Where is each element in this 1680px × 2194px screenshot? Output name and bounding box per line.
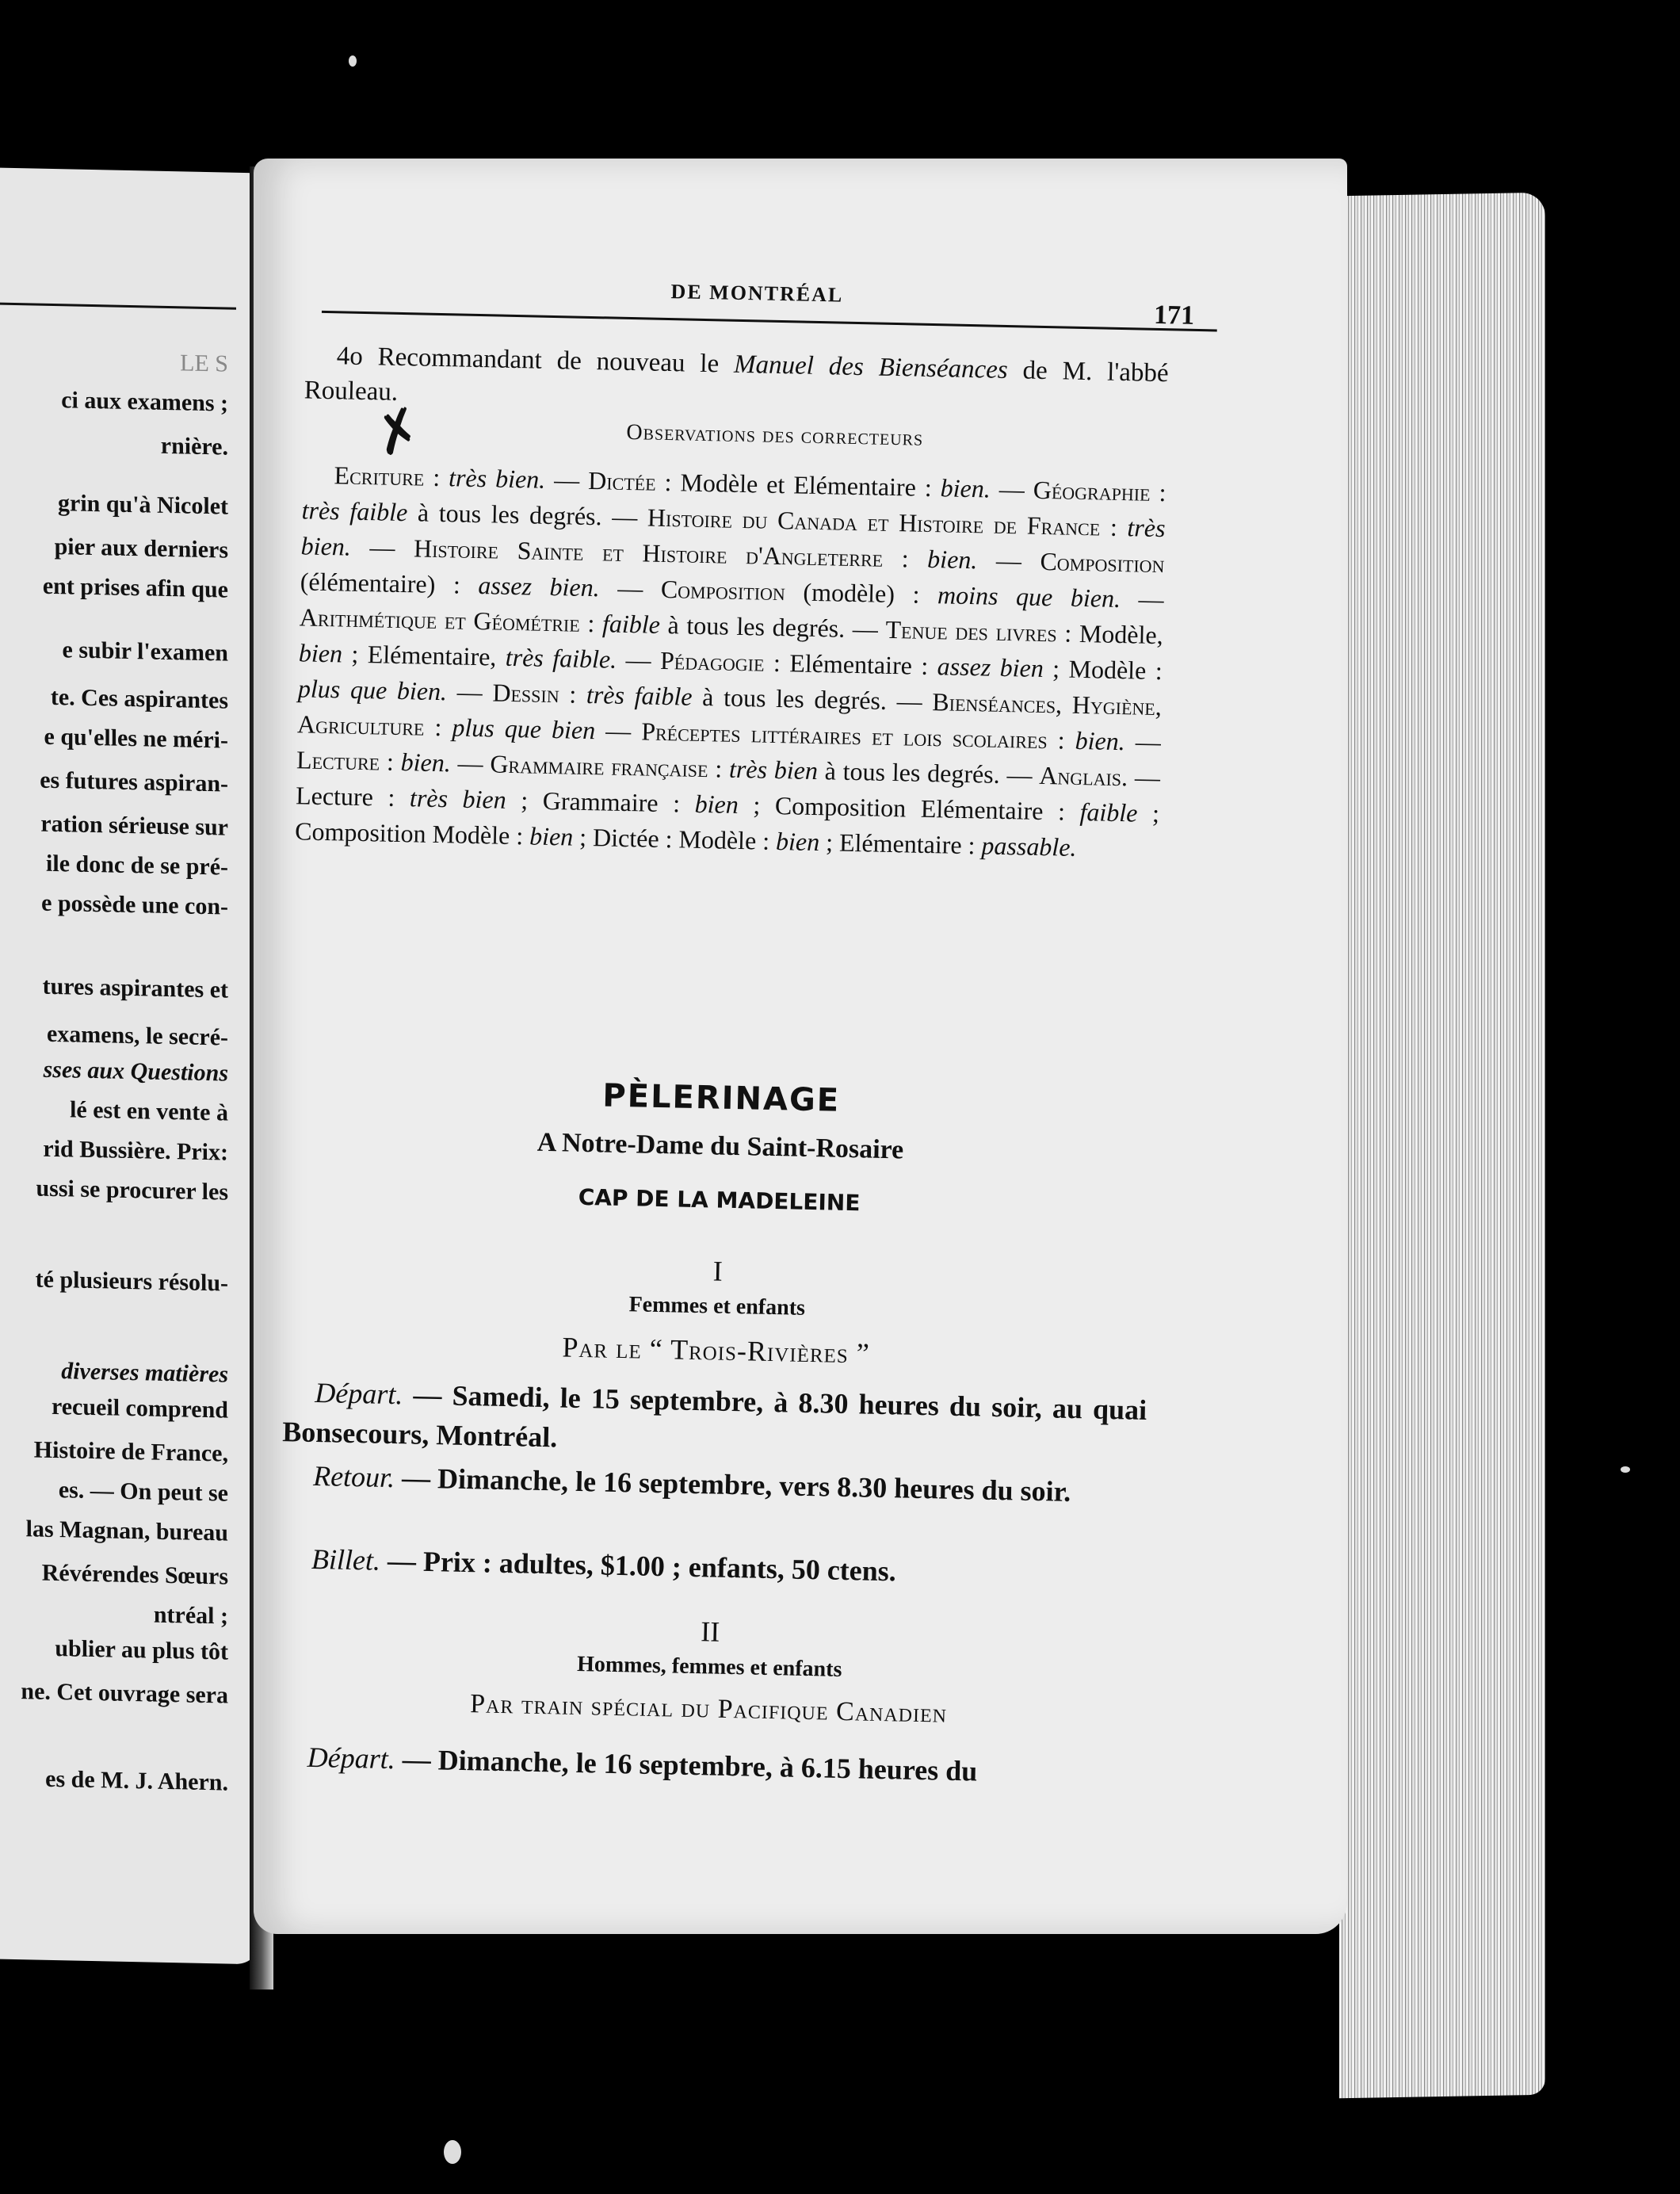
observation-segment: ; Composition Modèle : xyxy=(294,798,1160,850)
left-page-line: te. Ces aspirantes xyxy=(50,683,228,714)
item4-text: 4o Recommandant de nouveau le xyxy=(336,342,735,379)
left-page-line: es de M. J. Ahern. xyxy=(45,1765,228,1796)
observation-segment: Dessin xyxy=(492,678,560,709)
section-two-group: Hommes, femmes et enfants xyxy=(576,1651,842,1682)
dust-speck xyxy=(444,2140,461,2164)
left-page-line: ublier au plus tôt xyxy=(55,1635,228,1665)
observation-segment: — xyxy=(990,474,1034,504)
section-one-ticket xyxy=(279,1538,1144,1596)
left-page-line: ne. Cet ouvrage sera xyxy=(21,1678,228,1709)
observation-segment: ; Modèle : xyxy=(1043,654,1163,686)
observation-segment: à tous les degrés. — xyxy=(692,682,933,717)
observation-segment: — xyxy=(976,545,1040,575)
left-page-line: examens, le secré- xyxy=(46,1020,228,1051)
observation-segment: ; Dictée : Modèle : xyxy=(572,822,777,855)
left-page-text xyxy=(0,168,260,1796)
observations-heading: Observations des correcteurs xyxy=(626,419,924,451)
left-page-line: rnière. xyxy=(160,432,228,461)
header-rule xyxy=(322,311,1217,332)
observation-segment: : xyxy=(1150,477,1166,507)
observation-segment: — Lecture : xyxy=(295,763,1161,812)
left-page-line: rid Bussière. Prix: xyxy=(43,1135,228,1166)
observation-segment: faible xyxy=(1079,797,1138,828)
observation-segment: très bien. xyxy=(300,513,1166,561)
observation-segment: passable. xyxy=(981,831,1077,862)
observation-segment: — xyxy=(446,677,493,707)
left-page-line: LE S xyxy=(180,350,228,377)
left-page-line: ent prises afin que xyxy=(42,572,228,603)
left-page-line: pier aux derniers xyxy=(54,533,228,564)
item4-text-end: de M. l'abbé Rouleau. xyxy=(304,355,1169,407)
observation-segment: bien xyxy=(775,826,820,857)
observation-segment: ; Grammaire : xyxy=(506,785,696,818)
observation-segment: Bienséances, Hygiène, Agriculture xyxy=(296,687,1163,741)
observation-segment: : Modèle et Elémentaire : xyxy=(655,467,941,503)
left-page-line: grin qu'à Nicolet xyxy=(58,490,228,520)
observation-segment: bien xyxy=(529,821,574,851)
left-page-line: ussi se procurer les xyxy=(36,1175,228,1206)
observation-segment: : xyxy=(882,543,928,573)
left-header-rule xyxy=(0,303,236,310)
left-page-line: e subir l'examen xyxy=(62,636,228,667)
observation-segment: Histoire Sainte et Histoire d'Angleterre xyxy=(413,533,884,572)
observation-segment: moins que bien. xyxy=(937,580,1121,613)
left-page-line: diverses matières xyxy=(61,1358,228,1388)
left-page-line: e possède une con- xyxy=(41,889,228,920)
section-one-transport: Par le “ Trois-Rivières ” xyxy=(562,1331,871,1370)
observation-segment: Arithmétique et Géométrie xyxy=(299,602,581,637)
section-one-departure xyxy=(282,1372,1147,1470)
departure-label-2: Départ. xyxy=(307,1741,396,1775)
observation-segment: Anglais. xyxy=(1038,760,1128,792)
left-page-line: ci aux examens ; xyxy=(61,387,228,417)
observation-segment: à tous les degrés. — xyxy=(407,498,648,532)
observation-segment: assez bien xyxy=(937,652,1044,683)
section-two-transport: Par train spécial du Pacifique Canadien xyxy=(469,1689,948,1729)
observation-segment: ; Elémentaire, xyxy=(342,639,506,671)
observation-segment: : xyxy=(708,754,730,783)
observation-segment: bien xyxy=(298,638,343,668)
observation-segment: plus que bien xyxy=(452,713,596,745)
observation-segment: à tous les degrés. — xyxy=(817,756,1040,789)
observation-segment: : Modèle, xyxy=(1056,618,1164,650)
left-page-line: Révérendes Sœurs xyxy=(41,1559,228,1590)
ticket-text: — Prix : adultes, $1.00 ; enfants, 50 ctens. xyxy=(380,1544,897,1588)
left-page-line: ile donc de se pré- xyxy=(46,850,228,881)
observation-segment: — xyxy=(450,748,491,778)
observation-segment: Pédagogie xyxy=(659,645,765,677)
observation-segment: : xyxy=(424,712,452,742)
observation-segment: à tous les degrés. — xyxy=(659,610,886,644)
observation-segment: : xyxy=(559,679,587,709)
observation-segment: — xyxy=(616,644,661,675)
left-page-line: Histoire de France, xyxy=(33,1436,228,1467)
observation-segment: bien. xyxy=(940,473,991,503)
item4-book-title: Manuel des Bienséances xyxy=(733,350,1009,384)
left-page-line: lé est en vente à xyxy=(70,1096,228,1126)
observation-segment: (modèle) : xyxy=(785,577,938,610)
observation-segment: ; Elémentaire : xyxy=(819,828,982,860)
handwritten-check-mark: ✗ xyxy=(365,393,431,471)
page-number: 171 xyxy=(1153,300,1195,331)
observation-segment: bien. xyxy=(1075,725,1126,756)
left-page-line: es. — On peut se xyxy=(58,1477,228,1507)
observation-segment: Composition xyxy=(1040,546,1165,579)
observation-segment: Tenue des livres xyxy=(885,614,1058,648)
observation-segment: très faible xyxy=(586,679,693,711)
observation-segment: Ecriture xyxy=(334,461,425,491)
left-page-line: e qu'elles ne méri- xyxy=(44,723,228,754)
page-edges xyxy=(1339,193,1545,2099)
observation-segment: Histoire du Canada et Histoire de France xyxy=(647,503,1101,541)
return-label: Retour. xyxy=(312,1459,395,1494)
section-two-departure xyxy=(275,1737,1140,1795)
right-page xyxy=(254,159,1347,1934)
dust-speck xyxy=(349,55,357,67)
section-two-number: II xyxy=(700,1615,720,1648)
pilgrimage-title: PÈLERINAGE xyxy=(601,1077,841,1119)
observation-segment: : xyxy=(579,608,603,638)
observation-segment: très faible xyxy=(301,495,408,527)
observation-segment: très bien xyxy=(728,754,819,785)
observation-segment: — xyxy=(1124,727,1162,757)
left-page-line: ntréal ; xyxy=(153,1601,228,1630)
observation-segment: Préceptes littéraires et lois scolaires xyxy=(640,717,1048,755)
left-page-line: sses aux Questions xyxy=(43,1056,228,1087)
observation-segment: Lecture xyxy=(296,745,380,776)
observation-segment: bien. xyxy=(400,747,452,778)
left-page-line: es futures aspiran- xyxy=(40,766,228,797)
observation-segment: Grammaire française xyxy=(490,749,708,783)
left-page-line: recueil comprend xyxy=(51,1393,228,1424)
observation-segment: très bien xyxy=(409,783,507,814)
observation-segment: : xyxy=(1047,725,1076,755)
observation-segment: bien xyxy=(694,789,739,819)
departure-text-2: — Dimanche, le 16 septembre, à 6.15 heures du xyxy=(395,1743,978,1787)
section-one-group: Femmes et enfants xyxy=(628,1292,806,1321)
observation-segment: — xyxy=(1120,584,1165,614)
observation-segment: : xyxy=(379,747,402,777)
observation-segment: Composition xyxy=(660,574,786,606)
left-page-line: tures aspirantes et xyxy=(42,973,228,1003)
left-page-line: ration sérieuse sur xyxy=(40,810,228,841)
departure-text: — Samedi, le 15 septembre, à 8.30 heures du soir, au quai Bonsecours, Montréal. xyxy=(281,1378,1147,1454)
running-head: DE MONTRÉAL xyxy=(670,280,844,307)
observation-segment: Géographie xyxy=(1033,475,1151,506)
departure-label: Départ. xyxy=(314,1376,403,1411)
observation-segment: : Elémentaire : xyxy=(764,648,938,681)
observation-segment: — xyxy=(544,464,589,495)
observation-segment: plus que bien. xyxy=(297,674,448,706)
observation-segment: ; Composition Elémentaire : xyxy=(738,789,1080,827)
observation-segment: Dictée xyxy=(587,465,657,496)
pilgrimage-subtitle: A Notre-Dame du Saint-Rosaire xyxy=(536,1127,904,1165)
section-one-number: I xyxy=(712,1255,724,1287)
observation-segment: très faible. xyxy=(505,642,617,674)
observation-segment: — xyxy=(350,532,414,563)
observations-paragraph xyxy=(295,457,1166,867)
pilgrimage-place: CAP DE LA MADELEINE xyxy=(578,1183,861,1217)
return-text: — Dimanche, le 16 septembre, vers 8.30 heures du soir. xyxy=(394,1462,1071,1508)
observation-segment: : xyxy=(423,462,449,492)
observation-segment: faible xyxy=(601,609,661,639)
left-page-line: las Magnan, bureau xyxy=(25,1516,228,1546)
observation-segment: assez bien. xyxy=(478,571,601,602)
left-page xyxy=(0,168,260,1965)
dust-speck xyxy=(1621,1466,1630,1473)
observation-segment: bien. xyxy=(926,544,978,575)
left-page-line: té plusieurs résolu- xyxy=(35,1266,228,1297)
observation-segment: (élémentaire) : xyxy=(300,567,479,600)
observation-segment: — xyxy=(599,573,662,603)
observation-segment: : xyxy=(1099,512,1128,542)
recommendation-item xyxy=(304,338,1169,426)
observation-segment: très bien. xyxy=(448,463,546,494)
ticket-label: Billet. xyxy=(311,1542,381,1577)
observation-segment: — xyxy=(594,716,642,746)
